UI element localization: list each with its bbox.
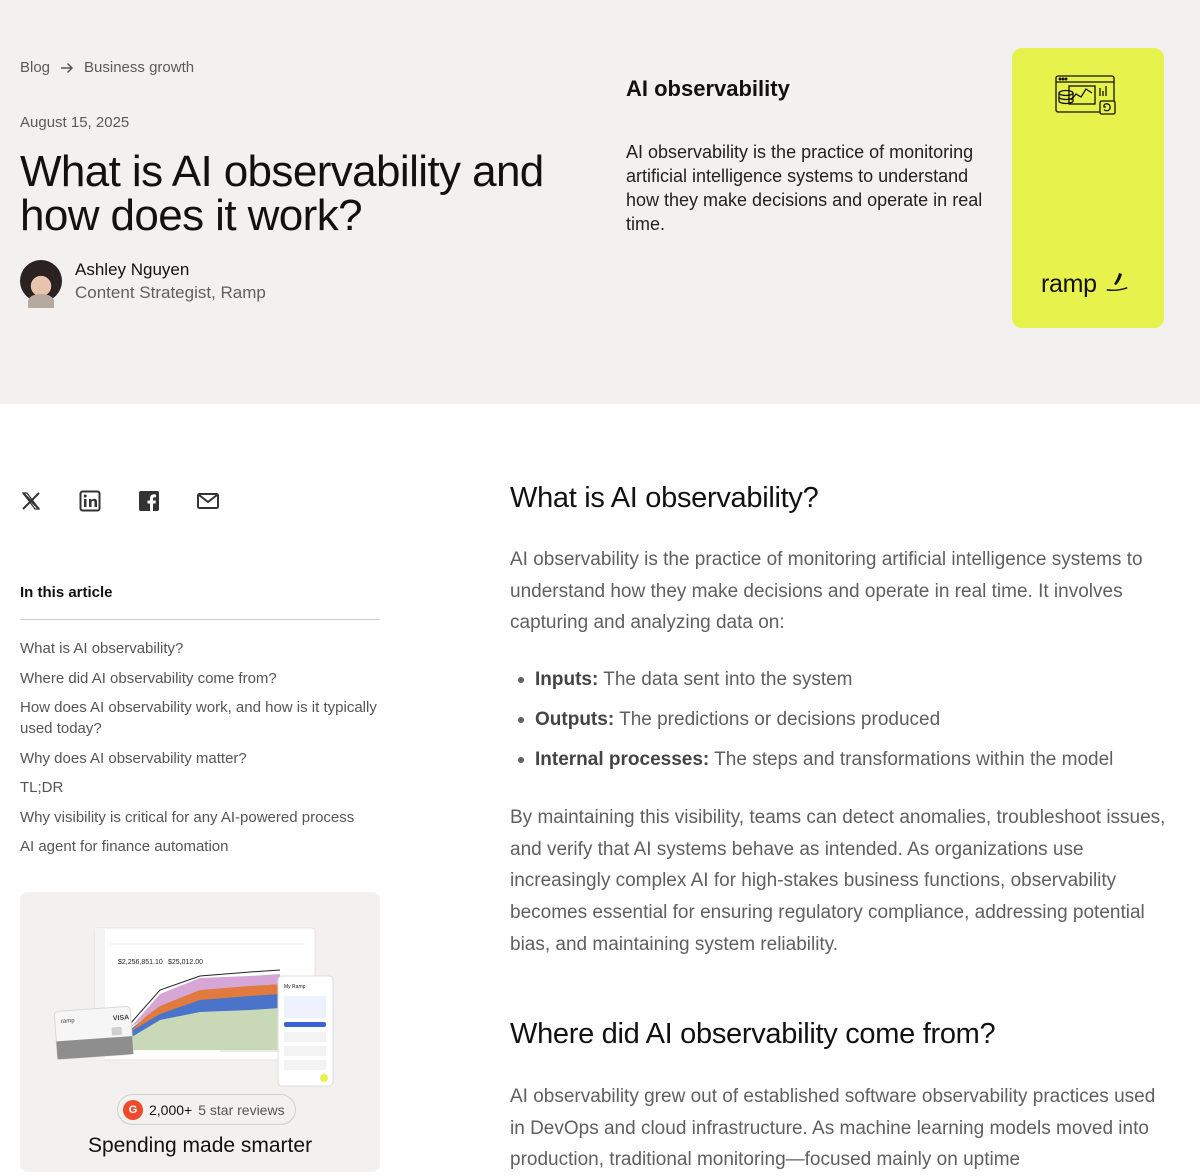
article-paragraph-1: AI observability is the practice of monitoring artificial intelligence systems to understand how they make decisions and operate in real time. It involves capturing and analyzing data on: bbox=[510, 549, 1143, 634]
bullet-list bbox=[518, 665, 1168, 785]
reviews-label: 5 star reviews bbox=[198, 1101, 285, 1118]
section-heading-what-is: What is AI observability? bbox=[510, 482, 819, 514]
facebook-icon[interactable] bbox=[138, 490, 160, 512]
reviews-count: 2,000+ bbox=[149, 1101, 193, 1118]
page-title: What is AI observability and how does it work? bbox=[20, 147, 544, 240]
bullet-text: The data sent into the system bbox=[598, 669, 853, 690]
dashboard-database-icon bbox=[1055, 74, 1119, 123]
toc-link-origin[interactable]: Where did AI observability come from? bbox=[20, 669, 277, 687]
promo-stat-1: $2,256,851.10 bbox=[118, 959, 163, 966]
promo-panel-title: My Ramp bbox=[284, 984, 306, 990]
breadcrumb-blog-link[interactable]: Blog bbox=[20, 59, 51, 76]
toc-link-visibility[interactable]: Why visibility is critical for any AI-powered process bbox=[20, 808, 355, 826]
definition-title: AI observability bbox=[626, 76, 790, 101]
ramp-logo-text: ramp bbox=[1041, 270, 1097, 298]
toc-item bbox=[20, 777, 380, 798]
promo-card[interactable] bbox=[20, 892, 380, 1172]
toc-link-ai-agent[interactable]: AI agent for finance automation bbox=[20, 838, 229, 855]
toc-item bbox=[20, 807, 380, 828]
card-brand-text: ramp bbox=[60, 1018, 75, 1026]
linkedin-icon[interactable] bbox=[79, 490, 101, 512]
author-name[interactable]: Ashley Nguyen bbox=[75, 260, 190, 279]
toc-item bbox=[20, 668, 380, 689]
list-item bbox=[518, 665, 1168, 694]
author-block bbox=[20, 258, 266, 304]
breadcrumb-category-link[interactable]: Business growth bbox=[84, 59, 195, 76]
brand-card bbox=[1012, 48, 1164, 328]
breadcrumb bbox=[20, 59, 194, 76]
promo-stat-2: $25,012.00 bbox=[168, 959, 204, 966]
post-date: August 15, 2025 bbox=[20, 114, 130, 131]
toc-link-what-is[interactable]: What is AI observability? bbox=[20, 640, 184, 657]
toc-item bbox=[20, 638, 380, 659]
bullet-text: The steps and transformations within the model bbox=[709, 749, 1114, 770]
arrow-right-icon bbox=[60, 62, 74, 74]
product-screenshot-illustration bbox=[50, 920, 350, 1092]
email-icon[interactable] bbox=[197, 490, 219, 512]
ramp-logo-mark-icon bbox=[1105, 270, 1129, 299]
toc-divider bbox=[20, 619, 380, 620]
toc-link-tldr[interactable]: TL;DR bbox=[20, 779, 64, 796]
toc-item bbox=[20, 748, 380, 769]
toc-item bbox=[20, 697, 380, 739]
toc-item bbox=[20, 836, 380, 857]
author-role: Content Strategist, Ramp bbox=[75, 283, 266, 302]
bullet-term: Inputs: bbox=[535, 669, 599, 690]
article-paragraph-2: By maintaining this visibility, teams can detect anomalies, troubleshoot issues, and verify that AI systems behave as intended. As organizations use increasingly complex AI for high-stakes business functions, observability becomes essential for ensuring regulatory compliance, addressing potential bias, and maintaining system reliability. bbox=[510, 807, 1166, 955]
reviews-badge bbox=[117, 1094, 296, 1125]
card-network-text: VISA bbox=[112, 1014, 130, 1023]
avatar bbox=[20, 260, 62, 302]
bullet-term: Outputs: bbox=[535, 709, 615, 730]
article-paragraph-3: AI observability grew out of established software observability practices used in DevOps and cloud infrastructure. As machine learning models moved into production, traditional monitoring—focused mainly on uptime bbox=[510, 1086, 1156, 1171]
ramp-logo bbox=[1041, 270, 1129, 299]
toc-link-how-it-works[interactable]: How does AI observability work, and how is it typically used today? bbox=[20, 699, 377, 737]
promo-title: Spending made smarter bbox=[87, 1134, 313, 1157]
toc-link-why-matters[interactable]: Why does AI observability matter? bbox=[20, 749, 247, 767]
list-item bbox=[518, 745, 1168, 774]
hero-section bbox=[0, 0, 1200, 404]
section-heading-origin: Where did AI observability come from? bbox=[510, 1018, 996, 1050]
g2-logo-icon: G bbox=[123, 1100, 143, 1120]
bullet-text: The predictions or decisions produced bbox=[614, 709, 941, 730]
x-icon[interactable] bbox=[20, 490, 42, 512]
share-bar bbox=[20, 490, 219, 512]
definition-text: AI observability is the practice of monitoring artificial intelligence systems to understand how they make decisions and operate in real time. bbox=[626, 142, 983, 234]
table-of-contents bbox=[20, 638, 380, 866]
toc-heading: In this article bbox=[20, 584, 113, 601]
list-item bbox=[518, 705, 1168, 734]
bullet-term: Internal processes: bbox=[535, 749, 710, 770]
